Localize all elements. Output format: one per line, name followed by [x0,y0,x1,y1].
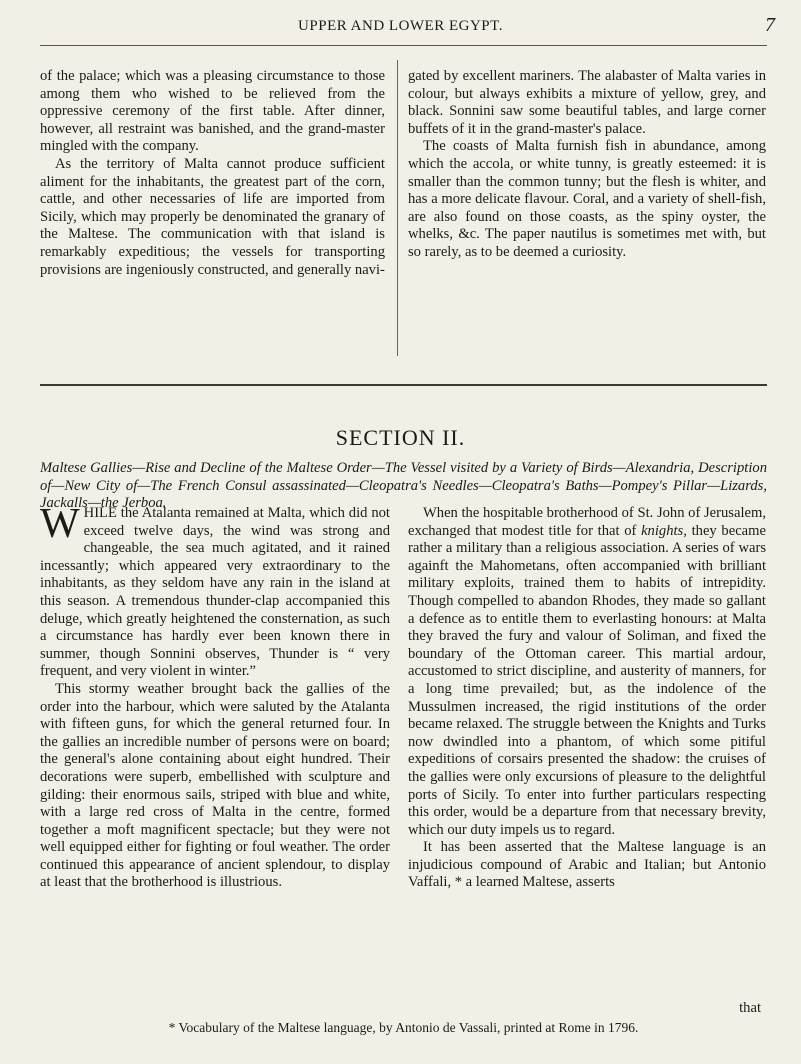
section-title: SECTION II. [335,425,466,450]
section-summary: Maltese Gallies—Rise and Decline of the Maltese Order—The Vessel visited by a Variety of Birds—Alexandria, Description of—New City of—The French Consul assassinated—Cleopatra's Needles—Cleopatra's Baths—Pompey's Pillar—Lizards, Jackalls—the Jerboa. [40,460,767,512]
drop-cap: W [40,501,80,547]
paragraph: This stormy weather brought back the gallies of the order into the harbour, which were saluted by the Atalanta with fifteen guns, for which the general returned four. In the gallies an incredible number of persons were on board; the general's alone containing about eight hundred. Their decorations were superb, embellished with sculpture and gilding: their enormous sails, striped with blue and white, with a large red cross of Malta in the centre, formed together a moft magnificent spectacle; but they were not well equipped either for fighting or foul weather. The order continued this appearance of ancient splendour, to display at least that the brotherhood is illustrious. [40,680,390,891]
italic-term: knights [641,522,684,539]
paragraph: As the territory of Malta cannot produce sufficient aliment for the inhabitants, the greatest part of the corn, cattle, and other necessaries of life are imported from Sicily, which may properly be denominated the granary of the Maltese. The communication with that island is remarkably expeditious; the vessels for transporting provisions are ingeniously constructed, and generally navi- [40,155,385,278]
paragraph: of the palace; which was a pleasing circumstance to those among them who wished to be relieved from the oppressive ceremony of the first table. After dinner, however, all restraint was banished, and the grand-master mingled with the company. [40,68,385,155]
bottom-right-column [408,505,766,892]
paragraph [40,501,390,681]
bottom-left-column [40,501,390,892]
catchword: that [739,1000,761,1016]
paragraph-text: When the hospitable brotherhood of St. John of Jerusalem, exchanged that modest title for that of [408,505,766,539]
top-left-column [40,68,385,279]
column-divider [397,60,398,356]
section-rule [40,384,767,386]
header-rule [40,45,767,46]
paragraph-text: HILE the Atalanta remained at Malta, which did not exceed twelve days, the wind was strong and changeable, the sea much agitated, and it rained incessantly; which appeared very extraordinary to the inhabitants, as they seldom have any rain in the island at this season. A tremendous thunder-clap accompanied this deluge, which greatly heightened the consternation, as such a circumstance has hardly ever been known there in summer, though Sonnini observes, Thunder is “ very frequent, and very violent in winter.” [40,505,390,680]
footnote: * Vocabulary of the Maltese language, by Antonio de Vassali, printed at Rome in 1796. [168,1020,639,1035]
running-head: UPPER AND LOWER EGYPT. [298,18,503,34]
paragraph: It has been asserted that the Maltese language is an injudicious compound of Arabic and Italian; but Antonio Vaffali, * a learned Maltese, asserts [408,839,766,891]
top-right-column [408,68,766,262]
paragraph: The coasts of Malta furnish fish in abundance, among which the accola, or white tunny, is greatly esteemed: it is smaller than the common tunny; but the flesh is whiter, and has a more delicate flavour. Coral, and a variety of shell-fish, are also found on those coasts, as the spiny oyster, the whelks, &c. The paper nautilus is sometimes met with, but so rarely, as to be deemed a curiosity. [408,138,766,260]
paragraph: gated by excellent mariners. The alabaster of Malta varies in colour, but always exhibits a mixture of yellow, grey, and black. Sonnini saw some beautiful tables, and large corner buffets of it in the grand-master's palace. [408,68,766,137]
paragraph [408,505,766,839]
paragraph-text: , they became rather a military than a religious association. A series of wars againft the Mahometans, often accompanied with brilliant military exploits, trained them to habits of intrepidity. Though compelled to abandon Rhodes, they made so gallant a defence as to entitle them to everlasting honours: at Malta they braved the fury and valour of Soliman, and fixed the boundary of the Ottoman career. This martial ardour, accustomed to strict discipline, and austerity of manners, for a long time prevailed; but, as the indolence of the Mussulmen increased, the rigid institutions of the order became relaxed. The struggle between the Knights and Turks now dwindled into a phantom, of which some pitiful expeditions of corsairs presented the shadow: the cruises of the gallies were only excursions of pleasure to the delightful ports of Sicily. To enter into further particulars respecting this order, would be a departure from that necessary brevity, which our duty impels us to regard. [408,522,766,838]
page-number: 7 [765,14,775,36]
